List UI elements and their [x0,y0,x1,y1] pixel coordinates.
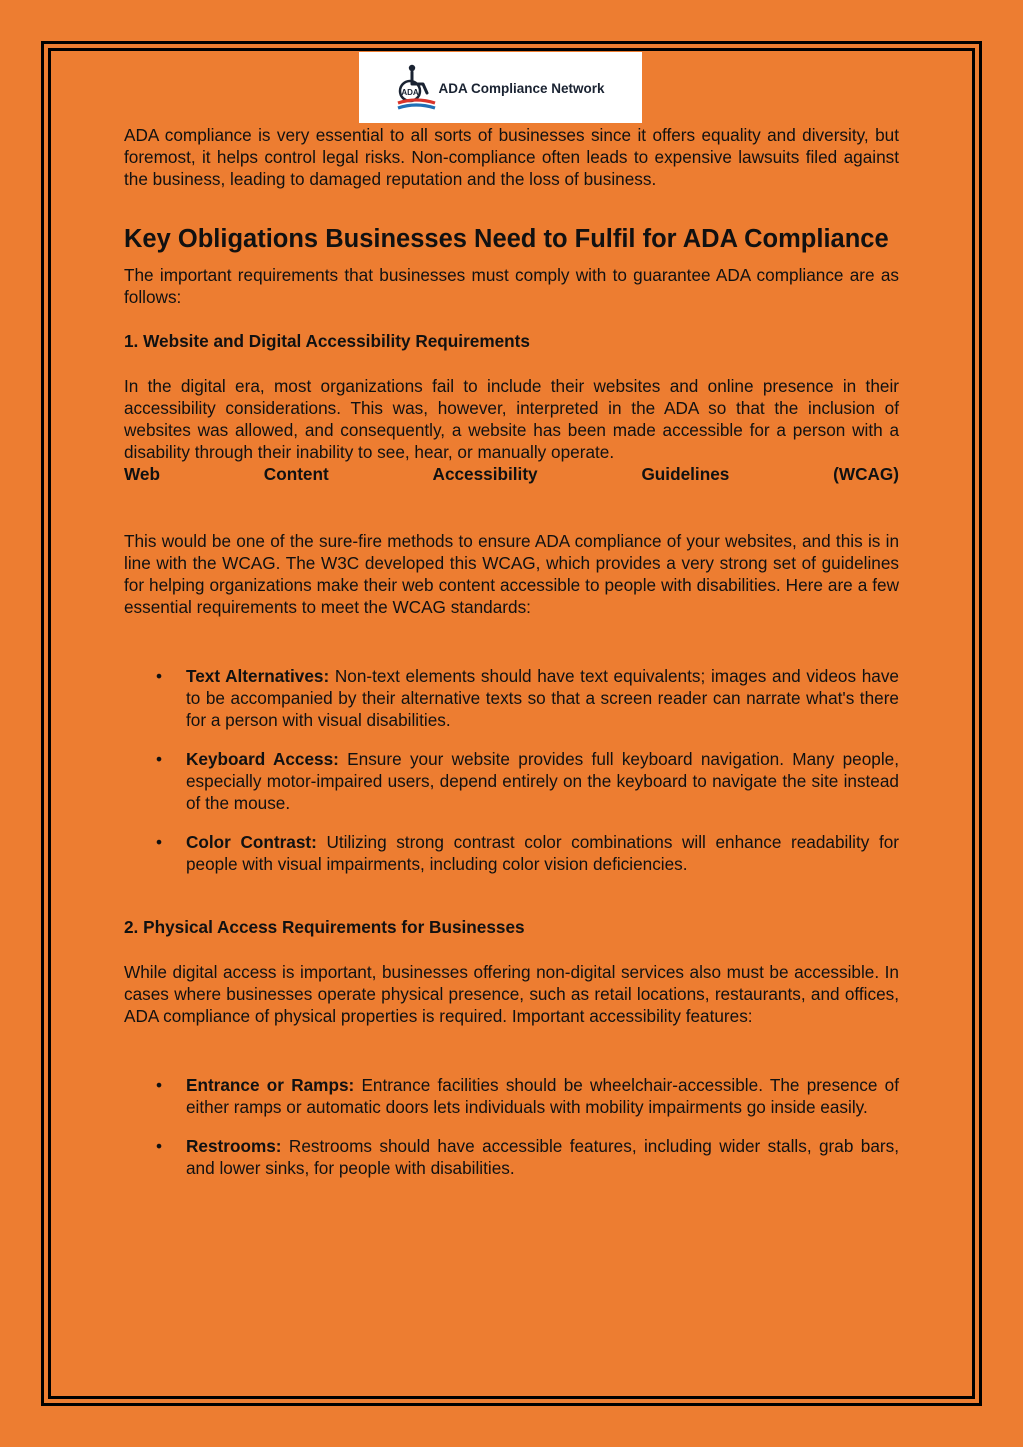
list-item-text: Restrooms should have accessible features, including wider stalls, grab bars, and lower sinks, for people with disabilities. [186,1136,899,1178]
logo-badge-text: ADA [401,87,420,97]
bullet-icon: • [156,1075,163,1095]
wcag-word: (WCAG) [833,464,899,484]
list-item-term: Keyboard Access: [186,749,339,769]
intro-paragraph: ADA compliance is very essential to all sorts of businesses since it offers equality and diversity, but foremost, it helps control legal risks. Non-compliance often leads to expensive lawsuits filed against the business, leading to damaged reputation and the loss of business. [124,125,899,189]
list-item [124,665,899,731]
bullet-icon: • [156,832,163,852]
wcag-requirements-list [124,665,899,875]
list-item-text: Entrance facilities should be wheelchair-accessible. The presence of either ramps or automatic doors lets individuals with mobility impairments go inside easily. [186,1075,899,1117]
wcag-word: Web [124,464,160,484]
wcag-word: Content [263,464,329,484]
list-item-term: Text Alternatives: [186,666,330,686]
bullet-icon: • [156,1136,163,1156]
physical-requirements-list [124,1074,899,1179]
list-item-text: Utilizing strong contrast color combinations will enhance readability for people with visual impairments, including color vision deficiencies. [186,832,899,874]
list-item-term: Entrance or Ramps: [186,1075,355,1095]
list-item [124,748,899,814]
list-item-text: Ensure your website provides full keyboard navigation. Many people, especially motor-impaired users, depend entirely on the keyboard to navigate the site instead of the mouse. [186,749,899,813]
list-item [124,1135,899,1179]
wcag-title-line [124,463,899,485]
list-item-term: Color Contrast: [186,832,317,852]
wcag-word: Guidelines [641,464,730,484]
bullet-icon: • [156,666,163,686]
section1-paragraph: In the digital era, most organizations fail to include their websites and online presence in their accessibility considerations. This was, however, interpreted in the ADA so that the inclusion of websites was allowed, and consequently, a website has been made accessible for a person with a disability through their inability to see, hear, or manually operate. [124,376,899,462]
section-heading: Key Obligations Businesses Need to Fulfil for ADA Compliance [124,225,889,253]
logo-name: ADA Compliance Network [438,81,605,96]
wcag-paragraph: This would be one of the sure-fire methods to ensure ADA compliance of your websites, and this is in line with the WCAG. The W3C developed this WCAG, which provides a very strong set of guidelines for helping organizations make their web content accessible to people with disabilities. Here are a few essential requirements to meet the WCAG standards: [124,531,899,617]
list-item [124,831,899,875]
section2-paragraph: While digital access is important, businesses offering non-digital services also must be accessible. In cases where businesses operate physical presence, such as retail locations, restaurants, and offices, ADA compliance of physical properties is required. Important accessibility features: [124,962,899,1026]
logo-banner [359,52,642,123]
document-body [124,124,899,1179]
wheelchair-logo-icon [396,62,436,114]
logo [396,62,604,114]
section1-title: 1. Website and Digital Accessibility Requirements [124,331,530,351]
section2-title: 2. Physical Access Requirements for Businesses [124,917,525,937]
requirements-intro: The important requirements that businesses must comply with to guarantee ADA compliance are as follows: [124,265,899,307]
bullet-icon: • [156,749,163,769]
list-item-text: Non-text elements should have text equivalents; images and videos have to be accompanied by their alternative texts so that a screen reader can narrate what's there for a person with visual disabilities. [186,666,899,730]
list-item-term: Restrooms: [186,1136,282,1156]
list-item [124,1074,899,1118]
wcag-word: Accessibility [432,464,538,484]
